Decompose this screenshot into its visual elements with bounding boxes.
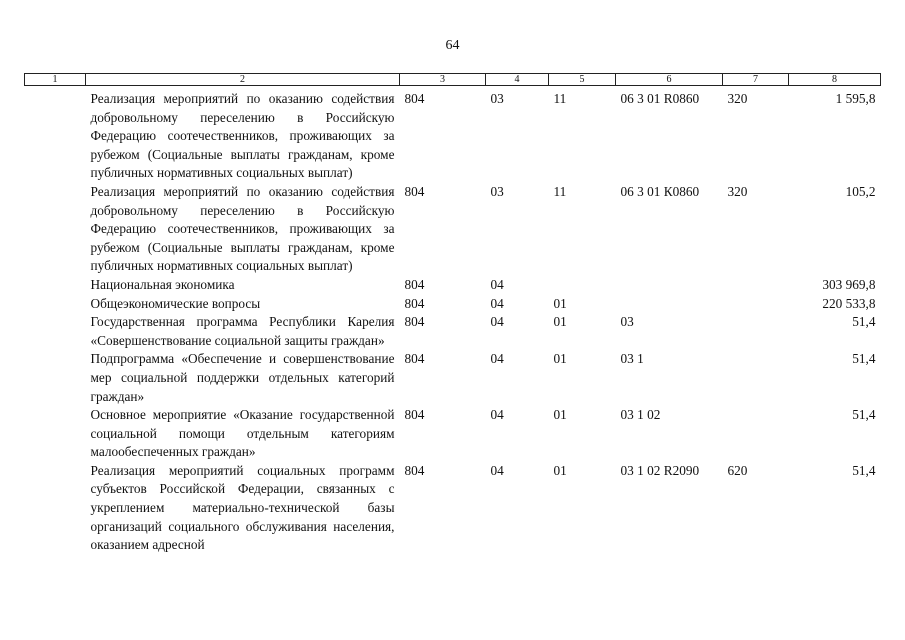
subsection-code-cell: 11 bbox=[553, 183, 567, 199]
subsection-code-cell: 01 bbox=[553, 295, 567, 311]
target-article-cell: 03 bbox=[620, 314, 634, 330]
row-name-cell: Государственная программа Республики Карелия «Совершенствование социальной защиты граждан» bbox=[90, 314, 395, 348]
column-number-1: 1 bbox=[25, 74, 86, 86]
row-name-cell: Реализация мероприятий по оказанию содействия добровольному переселению в Российскую Федерацию соотечественников, проживающих за рубежом (Социальные выплаты гражданам, кроме публичных нормативных социальных выплат) bbox=[90, 91, 395, 181]
expense-type-cell bbox=[723, 276, 789, 295]
ministry-code-cell: 804 bbox=[404, 276, 425, 292]
ministry-code-cell: 804 bbox=[404, 314, 425, 330]
expense-type-cell bbox=[723, 406, 789, 462]
row-number-cell bbox=[25, 276, 86, 295]
subsection-code-cell: 01 bbox=[553, 407, 567, 423]
expense-type-cell: 620 bbox=[727, 462, 748, 478]
amount-cell: 303 969,8 bbox=[822, 276, 876, 292]
target-article-cell bbox=[616, 276, 723, 295]
row-number-cell bbox=[25, 462, 86, 555]
column-number-3: 3 bbox=[400, 74, 486, 86]
page-number: 64 bbox=[445, 38, 460, 53]
section-code-cell: 04 bbox=[490, 407, 504, 423]
table-row bbox=[25, 313, 881, 350]
expense-type-cell bbox=[723, 295, 789, 314]
ministry-code-cell: 804 bbox=[404, 295, 425, 311]
table-row bbox=[25, 183, 881, 276]
section-code-cell: 03 bbox=[490, 183, 504, 199]
expense-type-cell bbox=[723, 313, 789, 350]
table-header bbox=[25, 74, 881, 86]
amount-cell: 51,4 bbox=[852, 407, 876, 423]
target-article-cell: 03 1 bbox=[620, 351, 644, 367]
ministry-code-cell: 804 bbox=[404, 91, 425, 106]
ministry-code-cell: 804 bbox=[404, 183, 425, 199]
column-number-8: 8 bbox=[789, 74, 881, 86]
row-name-cell: Общеэкономические вопросы bbox=[90, 295, 261, 311]
column-number-5: 5 bbox=[549, 74, 616, 86]
section-code-cell: 04 bbox=[490, 276, 504, 292]
row-name-cell: Реализация мероприятий по оказанию содействия добровольному переселению в Российскую Федерацию соотечественников, проживающих за рубежом (Социальные выплаты гражданам, кроме публичных нормативных социальных выплат) bbox=[90, 183, 395, 274]
column-number-4: 4 bbox=[486, 74, 549, 86]
table-row bbox=[25, 86, 881, 183]
expense-type-cell: 320 bbox=[727, 91, 748, 106]
row-name-cell: Национальная экономика bbox=[90, 276, 235, 292]
row-number-cell bbox=[25, 86, 86, 183]
section-code-cell: 04 bbox=[490, 351, 504, 367]
amount-cell: 105,2 bbox=[845, 183, 876, 199]
table-row bbox=[25, 276, 881, 295]
target-article-cell: 06 3 01 К0860 bbox=[620, 183, 700, 199]
expense-type-cell bbox=[723, 350, 789, 406]
column-number-row bbox=[25, 74, 881, 86]
amount-cell: 220 533,8 bbox=[822, 295, 876, 311]
row-name-cell: Реализация мероприятий социальных программ субъектов Российской Федерации, связанных с укреплением материально-технической базы организаций социального обслуживания населения, оказанием адресной bbox=[90, 462, 395, 553]
row-number-cell bbox=[25, 295, 86, 314]
column-number-2: 2 bbox=[86, 74, 400, 86]
target-article-cell bbox=[616, 295, 723, 314]
section-code-cell: 04 bbox=[490, 314, 504, 330]
expense-type-cell: 320 bbox=[727, 183, 748, 199]
subsection-code-cell: 11 bbox=[553, 91, 567, 106]
row-number-cell bbox=[25, 183, 86, 276]
target-article-cell: 03 1 02 bbox=[620, 407, 661, 423]
amount-cell: 51,4 bbox=[852, 351, 876, 367]
column-number-7: 7 bbox=[723, 74, 789, 86]
row-number-cell bbox=[25, 350, 86, 406]
target-article-cell: 06 3 01 R0860 bbox=[620, 91, 700, 106]
row-name-cell: Основное мероприятие «Оказание государственной социальной помощи отдельным категориям малообеспеченных граждан» bbox=[90, 407, 395, 460]
subsection-code-cell bbox=[549, 276, 616, 295]
row-number-cell bbox=[25, 406, 86, 462]
subsection-code-cell: 01 bbox=[553, 314, 567, 330]
subsection-code-cell: 01 bbox=[553, 462, 567, 478]
section-code-cell: 04 bbox=[490, 462, 504, 478]
table-row bbox=[25, 462, 881, 555]
target-article-cell: 03 1 02 R2090 bbox=[620, 462, 700, 478]
table-row bbox=[25, 406, 881, 462]
table-body bbox=[25, 86, 881, 555]
ministry-code-cell: 804 bbox=[404, 462, 425, 478]
amount-cell: 1 595,8 bbox=[835, 91, 876, 106]
column-number-6: 6 bbox=[616, 74, 723, 86]
row-number-cell bbox=[25, 313, 86, 350]
section-code-cell: 03 bbox=[490, 91, 504, 106]
row-name-cell: Подпрограмма «Обеспечение и совершенствование мер социальной поддержки отдельных категорий граждан» bbox=[90, 351, 395, 404]
subsection-code-cell: 01 bbox=[553, 351, 567, 367]
ministry-code-cell: 804 bbox=[404, 407, 425, 423]
ministry-code-cell: 804 bbox=[404, 351, 425, 367]
table-row bbox=[25, 295, 881, 314]
amount-cell: 51,4 bbox=[852, 462, 876, 478]
section-code-cell: 04 bbox=[490, 295, 504, 311]
budget-table bbox=[24, 73, 881, 555]
amount-cell: 51,4 bbox=[852, 314, 876, 330]
table-row bbox=[25, 350, 881, 406]
